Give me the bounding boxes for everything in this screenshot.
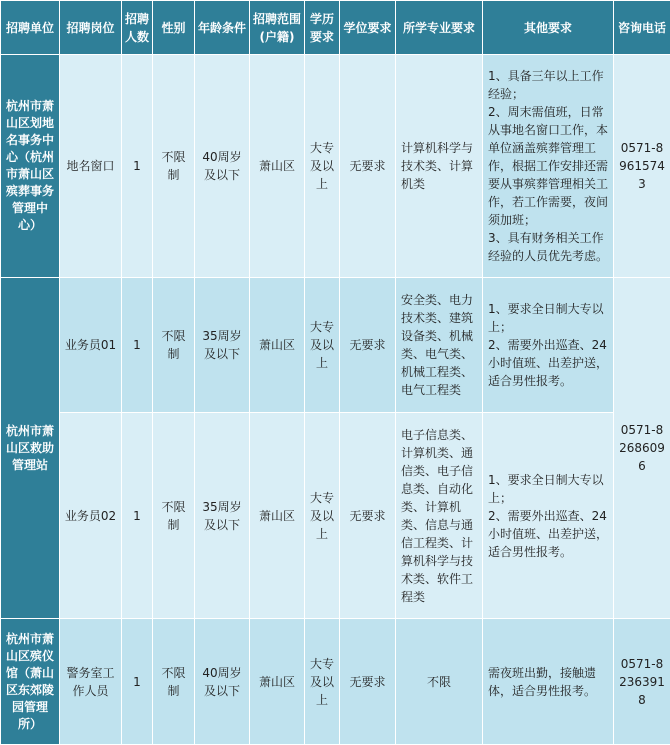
gender-cell: 不限制 (153, 278, 195, 413)
unit-cell: 杭州市萧山区殡仪馆（萧山区东郊陵园管理所） (1, 619, 60, 745)
count-cell: 1 (122, 278, 153, 413)
table-row (1, 619, 670, 745)
gender-cell: 不限制 (153, 619, 195, 745)
scope-cell: 萧山区 (250, 278, 305, 413)
header-other: 其他要求 (483, 1, 614, 55)
other-cell: 1、具备三年以上工作经验； 2、周末需值班，日常从事地名窗口工作，本单位涵盖殡葬管理工作，根据工作安排还需要从事殡葬管理相关工作，若工作需要，夜间须加班； 3、具有财务相关工作经验的人员优先考虑。 (483, 55, 614, 278)
degree-cell: 无要求 (340, 619, 396, 745)
header-phone: 咨询电话 (614, 1, 670, 55)
other-cell: 需夜班出勤，接触遗体，适合男性报考。 (483, 619, 614, 745)
count-cell: 1 (122, 619, 153, 745)
table-row (1, 278, 670, 413)
education-cell: 大专及以上 (305, 55, 340, 278)
age-cell: 35周岁及以下 (195, 413, 250, 619)
unit-cell: 杭州市萧山区救助管理站 (1, 278, 60, 619)
header-position: 招聘岗位 (60, 1, 122, 55)
header-unit: 招聘单位 (1, 1, 60, 55)
position-cell: 业务员01 (60, 278, 122, 413)
phone-cell: 0571-89615743 (614, 55, 670, 278)
header-gender: 性别 (153, 1, 195, 55)
degree-cell: 无要求 (340, 55, 396, 278)
degree-cell: 无要求 (340, 278, 396, 413)
age-cell: 35周岁及以下 (195, 278, 250, 413)
age-cell: 40周岁及以下 (195, 55, 250, 278)
count-cell: 1 (122, 413, 153, 619)
scope-cell: 萧山区 (250, 55, 305, 278)
gender-cell: 不限制 (153, 55, 195, 278)
other-cell: 1、要求全日制大专以上； 2、需要外出巡查、24小时值班、出差护送，适合男性报考。 (483, 413, 614, 619)
phone-cell: 0571-82686096 (614, 278, 670, 619)
major-cell: 计算机科学与技术类、计算机类 (396, 55, 483, 278)
header-scope: 招聘范围(户籍) (250, 1, 305, 55)
major-cell: 不限 (396, 619, 483, 745)
education-cell: 大专及以上 (305, 278, 340, 413)
header-row (1, 1, 670, 55)
header-degree: 学位要求 (340, 1, 396, 55)
education-cell: 大专及以上 (305, 619, 340, 745)
position-cell: 警务室工作人员 (60, 619, 122, 745)
header-count: 招聘人数 (122, 1, 153, 55)
unit-cell: 杭州市萧山区划地名事务中心（杭州市萧山区殡葬事务管理中心） (1, 55, 60, 278)
table-row (1, 413, 670, 619)
header-education: 学历要求 (305, 1, 340, 55)
phone-cell: 0571-82363918 (614, 619, 670, 745)
gender-cell: 不限制 (153, 413, 195, 619)
position-cell: 业务员02 (60, 413, 122, 619)
other-cell: 1、要求全日制大专以上； 2、需要外出巡查、24小时值班、出差护送，适合男性报考。 (483, 278, 614, 413)
scope-cell: 萧山区 (250, 413, 305, 619)
table-row (1, 55, 670, 278)
major-cell: 安全类、电力技术类、建筑设备类、机械类、电气类、机械工程类、电气工程类 (396, 278, 483, 413)
degree-cell: 无要求 (340, 413, 396, 619)
header-age: 年龄条件 (195, 1, 250, 55)
count-cell: 1 (122, 55, 153, 278)
education-cell: 大专及以上 (305, 413, 340, 619)
major-cell: 电子信息类、计算机类、通信类、电子信息类、自动化类、计算机类、信息与通信工程类、计算机科学与技术类、软件工程类 (396, 413, 483, 619)
scope-cell: 萧山区 (250, 619, 305, 745)
age-cell: 40周岁及以下 (195, 619, 250, 745)
header-major: 所学专业要求 (396, 1, 483, 55)
position-cell: 地名窗口 (60, 55, 122, 278)
